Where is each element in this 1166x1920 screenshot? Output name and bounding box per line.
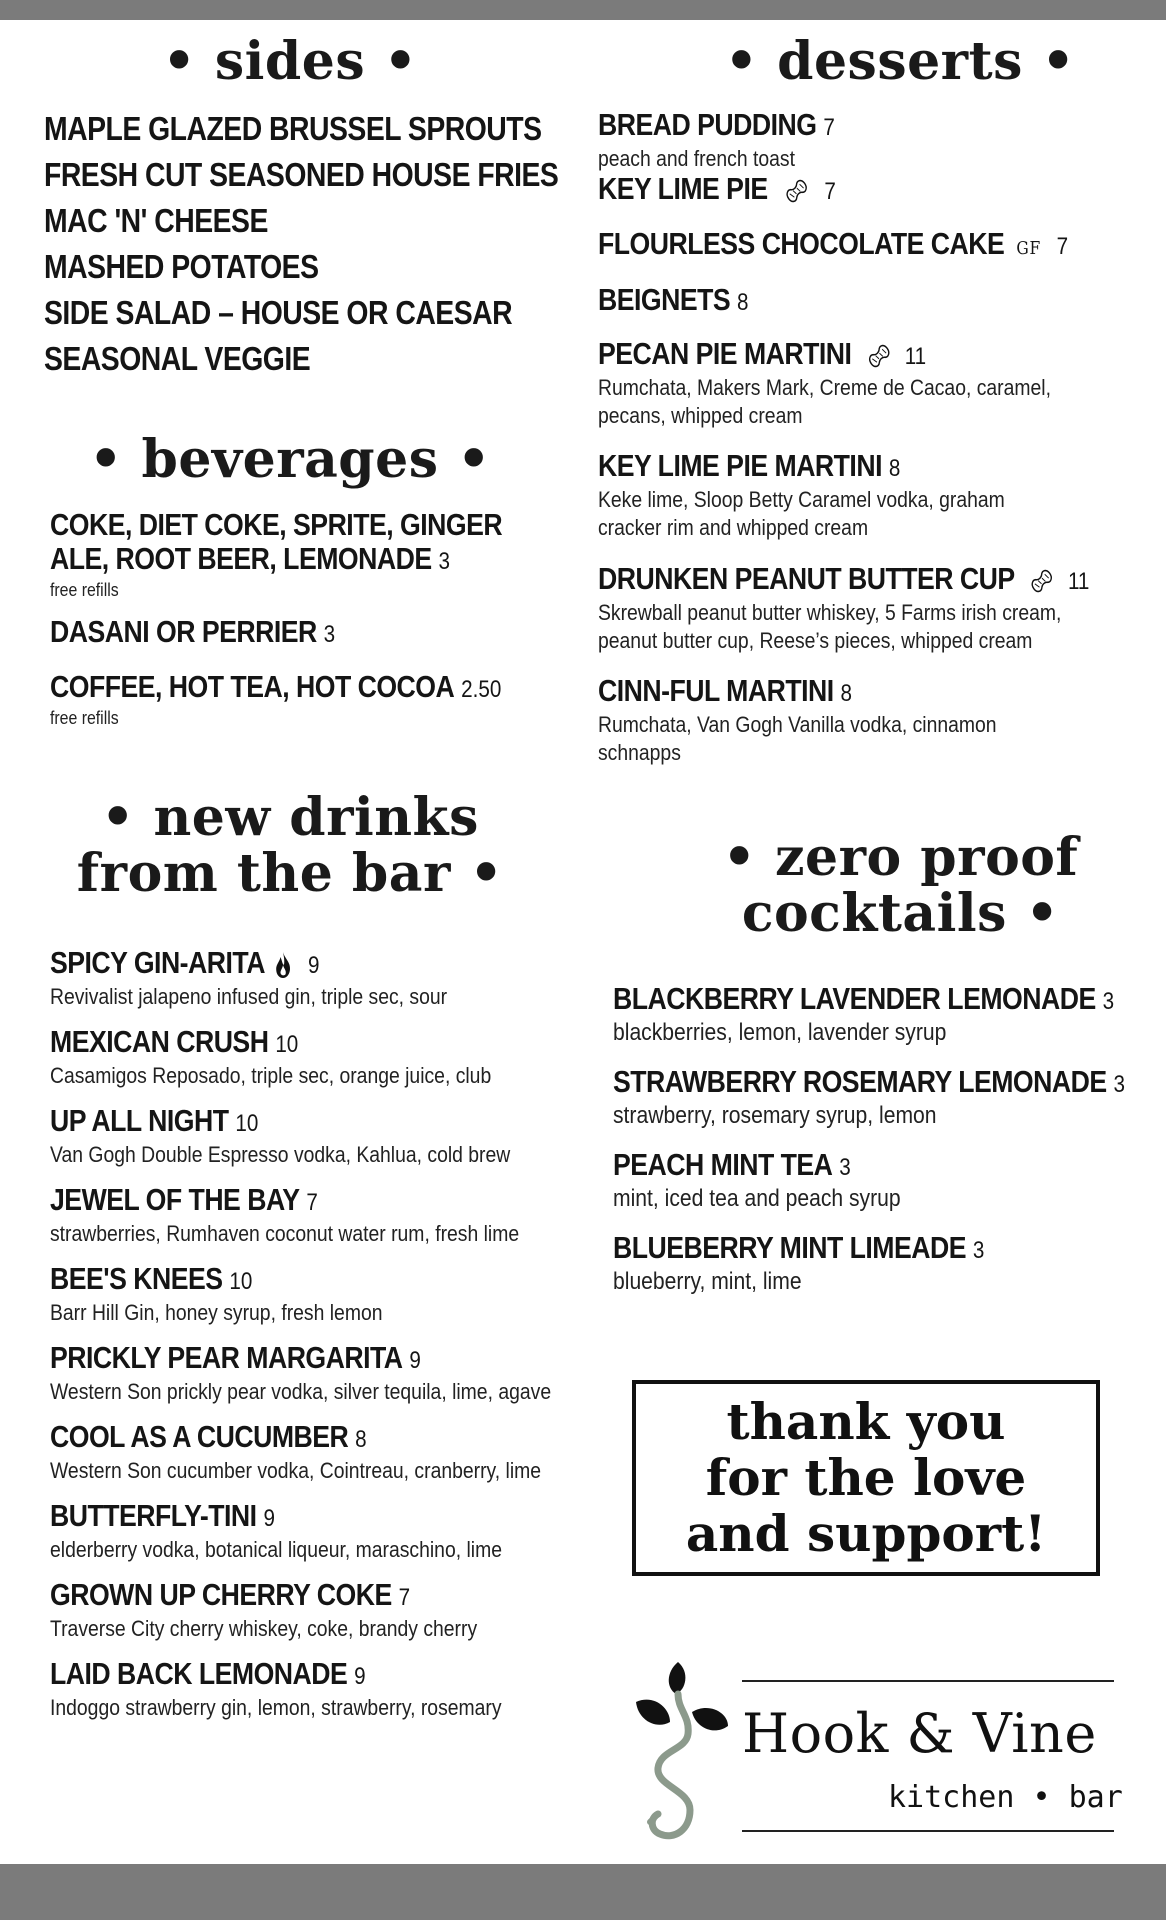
zero-proof-item	[613, 1231, 1166, 1314]
dessert-item	[598, 172, 1155, 227]
drink-name: BEE'S KNEES	[50, 1261, 223, 1296]
logo-tagline: kitchen • bar	[888, 1780, 1123, 1815]
drink-name: COOL AS A CUCUMBER	[50, 1419, 349, 1454]
price: 2.50	[461, 676, 502, 703]
dessert-item	[598, 227, 1155, 283]
drink-name: MEXICAN CRUSH	[50, 1024, 269, 1059]
price: 8	[840, 680, 852, 707]
price: 11	[1067, 568, 1090, 595]
dessert-item	[598, 562, 1155, 674]
new-drinks-list	[50, 946, 580, 1736]
beverage-name: DASANI OR PERRIER 3	[50, 614, 336, 649]
price: 3	[1102, 988, 1115, 1015]
price: 11	[904, 343, 927, 370]
price: 3	[438, 548, 450, 575]
drink-name: UP ALL NIGHT	[50, 1103, 229, 1138]
drink-desc: elderberry vodka, botanical liqueur, maraschino, lime	[50, 1537, 502, 1562]
dessert-name: DRUNKEN PEANUT BUTTER CUP	[598, 561, 1015, 596]
fire-icon	[274, 951, 293, 979]
logo-divider-bottom	[742, 1830, 1114, 1832]
side-item: SEASONAL VEGGIE	[44, 340, 311, 377]
sides-heading: • sides •	[162, 31, 418, 92]
drink-desc: Traverse City cherry whiskey, coke, brandy cherry	[50, 1616, 478, 1641]
zero-proof-desc: blueberry, mint, lime	[613, 1268, 802, 1295]
drink-name: BUTTERFLY-TINI	[50, 1498, 257, 1533]
zero-proof-desc: mint, iced tea and peach syrup	[613, 1185, 901, 1212]
zero-proof-item	[613, 1148, 1166, 1231]
drink-item	[50, 1657, 580, 1736]
thank-you-line: and support!	[685, 1504, 1047, 1563]
side-item: SIDE SALAD – HOUSE OR CAESAR	[44, 294, 513, 331]
price: 8	[888, 455, 901, 482]
price: 8	[355, 1426, 367, 1453]
price: 3	[1113, 1071, 1125, 1098]
desserts-section	[595, 31, 1155, 765]
drink-desc: strawberries, Rumhaven coconut water rum, fresh lime	[50, 1221, 520, 1246]
dessert-item	[598, 108, 1155, 172]
beverage-note: free refills	[50, 580, 119, 600]
drink-name: PRICKLY PEAR MARGARITA	[50, 1340, 403, 1375]
zero-proof-section	[595, 827, 1166, 1314]
price: 3	[839, 1154, 851, 1181]
dessert-item	[598, 674, 1155, 764]
drink-item	[50, 1578, 580, 1657]
dessert-desc: peach and french toast	[598, 146, 795, 171]
dessert-desc: Keke lime, Sloop Betty Caramel vodka, graham	[598, 487, 1005, 512]
price: 7	[1056, 233, 1069, 260]
peanut-icon	[865, 342, 893, 370]
price: 9	[409, 1347, 421, 1374]
price: 7	[824, 178, 836, 205]
desserts-heading: • desserts •	[724, 31, 1076, 92]
drink-name: SPICY GIN-ARITA	[50, 945, 265, 980]
dessert-desc: Rumchata, Van Gogh Vanilla vodka, cinnamon	[598, 712, 997, 737]
sides-section	[0, 31, 580, 382]
price: 9	[354, 1663, 366, 1690]
zero-proof-item	[613, 982, 1166, 1065]
drink-item	[50, 1104, 580, 1183]
price: 9	[263, 1505, 275, 1532]
drink-desc: Barr Hill Gin, honey syrup, fresh lemon	[50, 1300, 383, 1325]
price: 7	[306, 1189, 318, 1216]
new-drinks-section	[0, 787, 580, 1736]
drink-item	[50, 1262, 580, 1341]
dessert-item	[598, 283, 1155, 337]
dessert-name: KEY LIME PIE MARTINI	[598, 448, 882, 483]
new-drinks-heading: • new drinks from the bar •	[76, 787, 504, 904]
dessert-desc: schnapps	[598, 740, 681, 765]
drink-desc: Revivalist jalapeno infused gin, triple sec, sour	[50, 984, 448, 1009]
zero-proof-desc: strawberry, rosemary syrup, lemon	[613, 1102, 937, 1129]
drink-desc: Western Son cucumber vodka, Cointreau, cranberry, lime	[50, 1458, 542, 1483]
drink-desc: Western Son prickly pear vodka, silver tequila, lime, agave	[50, 1379, 552, 1404]
drink-desc: Casamigos Reposado, triple sec, orange juice, club	[50, 1063, 492, 1088]
thank-you-box	[632, 1380, 1100, 1576]
beverage-name: COKE, DIET COKE, SPRITE, GINGER	[50, 507, 503, 542]
drink-item	[50, 1420, 580, 1499]
hook-vine-icon	[630, 1650, 740, 1850]
beverages-section	[0, 429, 580, 729]
drink-item	[50, 1499, 580, 1578]
zero-proof-heading: • zero proof cocktails •	[722, 827, 1079, 944]
dessert-name: KEY LIME PIE	[598, 171, 768, 206]
dessert-item	[598, 337, 1155, 449]
price: 9	[307, 952, 320, 979]
dessert-desc: Rumchata, Makers Mark, Creme de Cacao, caramel,	[598, 375, 1051, 400]
price: 7	[823, 114, 835, 141]
menu-page	[0, 20, 1166, 1864]
zero-proof-name: PEACH MINT TEA	[613, 1147, 833, 1182]
gf-badge: GF	[1016, 238, 1042, 259]
side-item: MAPLE GLAZED BRUSSEL SPROUTS	[44, 110, 542, 147]
dessert-desc: pecans, whipped cream	[598, 403, 803, 428]
beverages-heading: • beverages •	[89, 429, 491, 490]
beverage-note: free refills	[50, 708, 119, 728]
dessert-desc: Skrewball peanut butter whiskey, 5 Farms irish cream,	[598, 600, 1062, 625]
dessert-name: FLOURLESS CHOCOLATE CAKE	[598, 226, 1005, 261]
logo-divider-top	[742, 1680, 1114, 1682]
price: 10	[275, 1031, 299, 1058]
dessert-name: BEIGNETS	[598, 282, 731, 317]
drink-desc: Indoggo strawberry gin, lemon, strawberry, rosemary	[50, 1695, 502, 1720]
thank-you-line: thank you	[726, 1392, 1006, 1451]
price: 3	[972, 1237, 985, 1264]
drink-item	[50, 1183, 580, 1262]
zero-proof-name: BLUEBERRY MINT LIMEADE	[613, 1230, 967, 1265]
dessert-desc: peanut butter cup, Reese’s pieces, whipped cream	[598, 628, 1033, 653]
drink-name: JEWEL OF THE BAY	[50, 1182, 300, 1217]
zero-proof-desc: blackberries, lemon, lavender syrup	[613, 1019, 947, 1046]
drink-name: LAID BACK LEMONADE	[50, 1656, 348, 1691]
side-item: FRESH CUT SEASONED HOUSE FRIES	[44, 156, 559, 193]
peanut-icon	[1028, 567, 1056, 595]
hook-and-vine-logo	[630, 1650, 1130, 1850]
peanut-icon	[783, 177, 811, 205]
side-item: MAC 'N' CHEESE	[44, 202, 268, 239]
drink-name: GROWN UP CHERRY COKE	[50, 1577, 392, 1612]
drink-item	[50, 1341, 580, 1420]
beverage-name: ALE, ROOT BEER, LEMONADE 3	[50, 541, 450, 576]
price: 10	[235, 1110, 259, 1137]
side-item: MASHED POTATOES	[44, 248, 319, 285]
dessert-name: CINN-FUL MARTINI	[598, 673, 834, 708]
dessert-item	[598, 449, 1155, 562]
zero-proof-item	[613, 1065, 1166, 1148]
price: 10	[229, 1268, 253, 1295]
drink-item	[50, 946, 580, 1025]
price: 7	[398, 1584, 411, 1611]
sides-list	[44, 106, 580, 382]
drink-desc: Van Gogh Double Espresso vodka, Kahlua, cold brew	[50, 1142, 511, 1167]
zero-proof-name: STRAWBERRY ROSEMARY LEMONADE	[613, 1064, 1107, 1099]
drink-item	[50, 1025, 580, 1104]
thank-you-line: for the love	[705, 1448, 1027, 1507]
dessert-name: PECAN PIE MARTINI	[598, 336, 852, 371]
price: 3	[323, 621, 336, 648]
beverage-name: COFFEE, HOT TEA, HOT COCOA 2.50	[50, 669, 502, 704]
logo-name: Hook & Vine	[742, 1702, 1097, 1765]
dessert-name: BREAD PUDDING	[598, 107, 817, 142]
zero-proof-name: BLACKBERRY LAVENDER LEMONADE	[613, 981, 1096, 1016]
dessert-desc: cracker rim and whipped cream	[598, 515, 869, 540]
price: 8	[737, 289, 749, 316]
